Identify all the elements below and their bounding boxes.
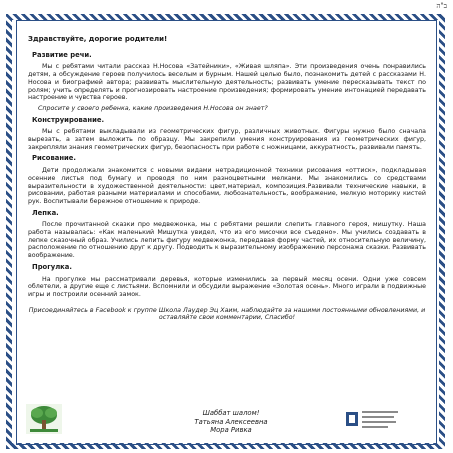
letter-content (28, 36, 426, 324)
section-text-drawing: Дети продолжали знакомится с новыми видами нетрадиционной техники рисования «оттиск», подкладывая осенние листья под бумагу и проводя по ним разноцветными мелками. Мы знакомились со средствами выразительности в художественной деятельности: цвет,материал, композиция.Развивали технические навыки, в рисовании, работая разными материалами и способами, любознательность, воображение, мелкую моторику кистей рук. Воспитывали бережное отношение к природе. (28, 167, 426, 205)
section-heading-drawing: Рисование. (32, 154, 76, 163)
greeting: Здравствуйте, дорогие родители! (28, 35, 168, 43)
section-heading-modeling: Лепка. (32, 208, 59, 217)
corner-mark: ב"ה (436, 2, 447, 10)
partner-logo (344, 406, 400, 432)
section-text-speech: Мы с ребятами читали рассказ Н.Носова «Затейники», «Живая шляпа». Эти произведения очень понравились детям, а обсуждение героев получилось веселым и бурным. Нашей целью было, познакомить детей с рассказами Н. Носова и биографией автора; развивать мыслительную деятельность; развивать умение пересказывать текст по ролям; учить определять и прогнозировать настроение произведения; формировать умение интонацией передавать настроение и чувства героев. (28, 63, 426, 102)
section-heading-speech: Развитие речи. (32, 50, 92, 59)
section-text-modeling: После прочитанной сказки про медвежонка, мы с ребятами решили слепить главного героя, мишутку. Наша работа называлась: «Как маленький Мишутка увидел, что из его мисочки все съедено». Мы учились создавать в лепке сказочный образ. Учились лепить фигуру медвежонка, передавая форму частей, их относительную величину, расположение по отношению друг к другу. Подводить к выразительному изображению персонажа сказки. Развивать воображение. (28, 221, 426, 260)
signature-line-3: Мора Ривка (210, 426, 252, 434)
signature-line-1: Шаббат шалом! (202, 409, 260, 417)
parent-question: Спросите у своего ребенка, какие произведения Н.Носова он знает? (38, 104, 268, 112)
signature-block (176, 409, 286, 435)
signature-line-2: Татьяна Алексеевна (194, 417, 268, 426)
section-heading-construction: Конструирование. (32, 115, 105, 124)
section-heading-walk: Прогулка. (32, 262, 72, 271)
school-logo-tree (26, 404, 62, 434)
facebook-promo: Присоединяйтесь в Facebook к группе Школа Лаудер Эц Хаим, наблюдайте за нашими постоянными обновлениями, и оставляйте свои комментарии, Спасибо! (28, 306, 426, 322)
section-text-walk: На прогулке мы рассматривали деревья, которые изменились за первый месяц осени. Одни уже совсем облетели, а другие еще с листьями. Вспомнили и обсудили выражение «Золотая осень». Много играли в подвижные игры и построили осенний замок. (28, 275, 426, 298)
section-text-construction: Мы с ребятами выкладывали из геометрических фигур, различных животных. Фигуры нужно было сначала вырезать, а затем выложить по образцу. Мы закрепили умения конструирования из геометрических фигур, закрепляли знания геометрических фигур, безопасность при работе с ножницами, аккуратность, развивали память. (28, 128, 426, 151)
